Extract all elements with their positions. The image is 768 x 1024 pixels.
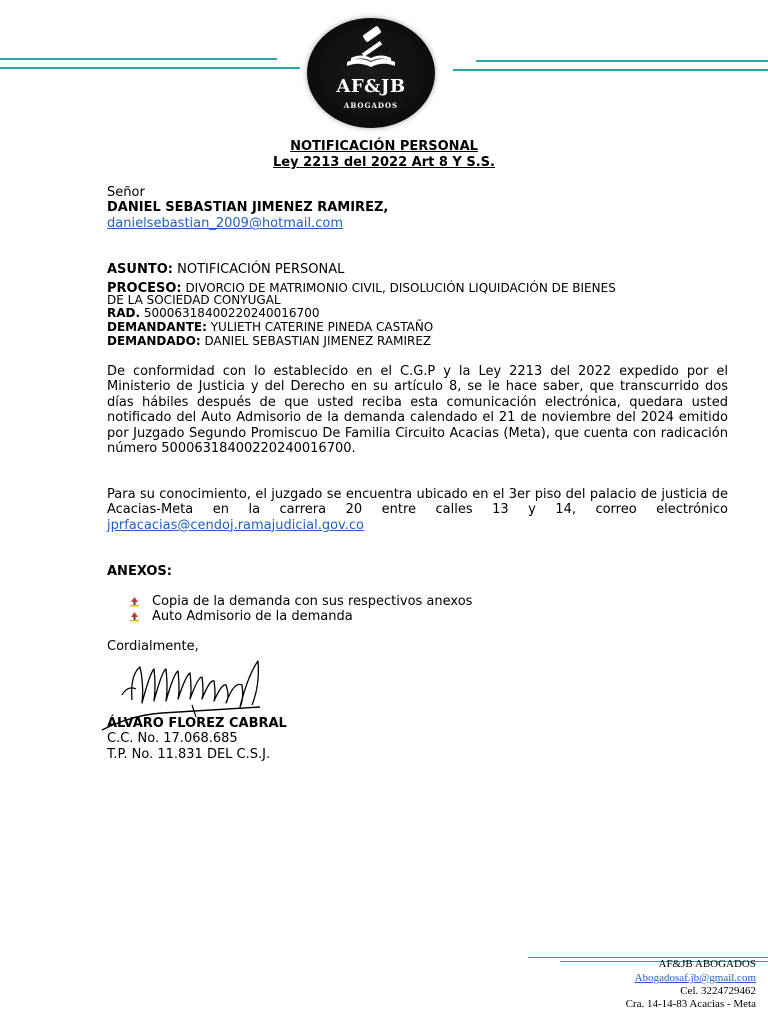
header-line-left-top	[0, 58, 277, 60]
logo-sub-text: ABOGADOS	[343, 101, 399, 110]
demandante-line	[107, 320, 433, 334]
signer-name: ÁLVARO FLOREZ CABRAL	[107, 716, 287, 731]
annex-item-1: Copia de la demanda con sus respectivos anexos	[152, 594, 473, 609]
farewell: Cordialmente,	[107, 639, 199, 654]
header-line-right-top	[476, 60, 768, 62]
footer-firm: AF&JB ABOGADOS	[658, 958, 756, 970]
demandado-line	[107, 334, 431, 348]
signer-id: C.C. No. 17.068.685	[107, 731, 238, 746]
rad-value: 50006318400220240016700	[140, 306, 320, 320]
salutation: Señor	[107, 185, 145, 200]
footer-address: Cra. 14-14-83 Acacias - Meta	[625, 998, 756, 1010]
demandado-label: DEMANDADO:	[107, 334, 201, 348]
proceso-label: PROCESO:	[107, 281, 182, 296]
document-title: NOTIFICACIÓN PERSONAL	[290, 139, 478, 154]
bullet-arrow-icon	[129, 611, 140, 622]
header-line-right-bottom	[453, 69, 768, 71]
proceso-value-cont: DE LA SOCIEDAD CONYUGAL	[107, 293, 281, 307]
gavel-book-icon	[307, 18, 435, 78]
demandado-value: DANIEL SEBASTIAN JIMENEZ RAMIREZ	[200, 334, 432, 348]
recipient-email-link[interactable]: danielsebastian_2009@hotmail.com	[107, 216, 343, 231]
proceso-value: DIVORCIO DE MATRIMONIO CIVIL, DISOLUCIÓN LIQUIDACIÓN DE BIENES	[181, 281, 616, 295]
annex-item-2: Auto Admisorio de la demanda	[152, 609, 353, 624]
demandante-label: DEMANDANTE:	[107, 320, 207, 334]
logo-main-text: AF&JB	[336, 76, 406, 97]
asunto-line	[107, 262, 344, 278]
asunto-label: ASUNTO:	[107, 262, 173, 277]
signer-tp: T.P. No. 11.831 DEL C.S.J.	[107, 747, 271, 762]
asunto-value: NOTIFICACIÓN PERSONAL	[172, 262, 345, 277]
header-line-left-bottom	[0, 67, 300, 69]
demandante-value: YULIETH CATERINE PINEDA CASTAÑO	[206, 320, 434, 334]
firm-logo	[307, 18, 435, 128]
footer-phone: Cel. 3224729462	[680, 985, 756, 997]
court-email-link[interactable]: jprfacacias@cendoj.ramajudicial.gov.co	[107, 517, 364, 533]
body-paragraph-1: De conformidad con lo establecido en el C.G.P y la Ley 2213 del 2022 expedido por el Ministerio de Justicia y del Derecho en su artículo 8, se le hace saber, que transcurrido dos días hábiles después de que usted reciba esta comunicación electrónica, quedara usted notificado del Auto Admisorio de la demanda calendado el 21 de noviembre del 2024 emitido por Juzgado Segundo Promiscuo De Familia Circuito Acacias (Meta), que cuenta con radicación número 50006318400220240016700.	[107, 364, 728, 457]
rad-label: RAD.	[107, 306, 141, 320]
body-paragraph-2	[107, 487, 728, 533]
footer-email-link[interactable]: Abogadosaf.jb@gmail.com	[634, 972, 756, 984]
document-subtitle: Ley 2213 del 2022 Art 8 Y S.S.	[273, 155, 495, 170]
annexes-heading: ANEXOS:	[107, 564, 172, 579]
rad-line	[107, 306, 319, 320]
body-paragraph-2-text: Para su conocimiento, el juzgado se encuentra ubicado en el 3er piso del palacio de justicia de Acacias-Meta en la carrera 20 entre calles 13 y 14, correo electrónico	[107, 487, 728, 518]
bullet-arrow-icon	[129, 596, 140, 607]
recipient-name: DANIEL SEBASTIAN JIMENEZ RAMIREZ,	[107, 200, 389, 215]
